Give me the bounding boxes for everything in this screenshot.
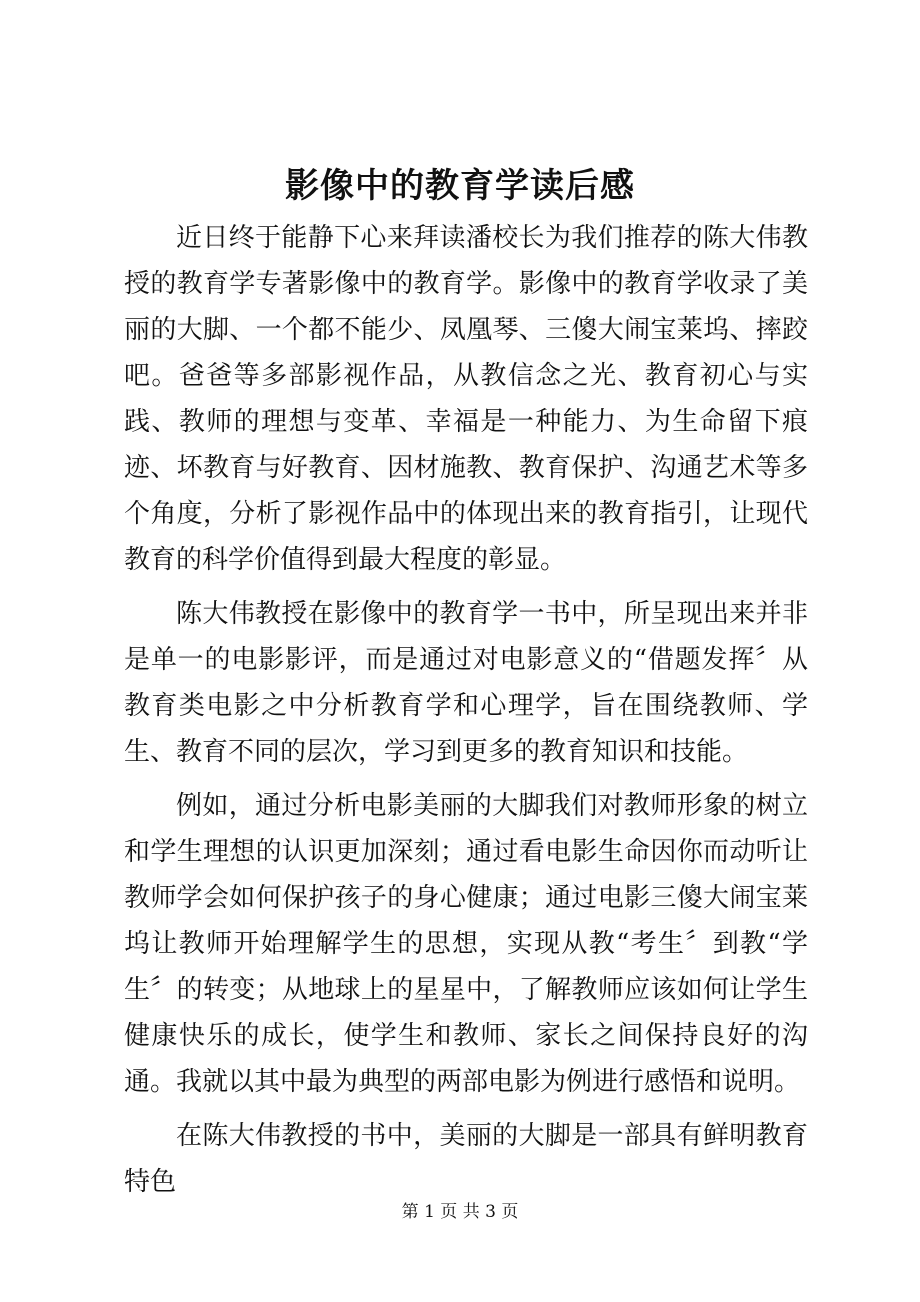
paragraph-2: 陈大伟教授在影像中的教育学一书中，所呈现出来并非是单一的电影影评，而是通过对电影意义的“借题发挥〞从教育类电影之中分析教育学和心理学，旨在围绕教师、学生、教育不同的层次，学习到更多的教育知识和技能。 (124, 599, 808, 767)
page-number-footer: 第 1 页 共 3 页 (401, 1202, 519, 1222)
document-title: 影像中的教育学读后感 (285, 166, 635, 206)
document-body (124, 215, 808, 1213)
paragraph-4: 在陈大伟教授的书中，美丽的大脚是一部具有鲜明教育特色 (124, 1121, 808, 1197)
paragraph-3: 例如，通过分析电影美丽的大脚我们对教师形象的树立和学生理想的认识更加深刻；通过看电影生命因你而动听让教师学会如何保护孩子的身心健康；通过电影三傻大闹宝莱坞让教师开始理解学生的思想，实现从教“考生〞到教“学生〞的转变；从地球上的星星中，了解教师应该如何让学生健康快乐的成长，使学生和教师、家长之间保持良好的沟通。我就以其中最为典型的两部电影为例进行感悟和说明。 (124, 791, 808, 1097)
paragraph-1: 近日终于能静下心来拜读潘校长为我们推荐的陈大伟教授的教育学专著影像中的教育学。影像中的教育学收录了美丽的大脚、一个都不能少、凤凰琴、三傻大闹宝莱坞、摔跤吧。爸爸等多部影视作品，从教信念之光、教育初心与实践、教师的理想与变革、幸福是一种能力、为生命留下痕迹、坏教育与好教育、因材施教、教育保护、沟通艺术等多个角度，分析了影视作品中的体现出来的教育指引，让现代教育的科学价值得到最大程度的彰显。 (124, 223, 808, 575)
